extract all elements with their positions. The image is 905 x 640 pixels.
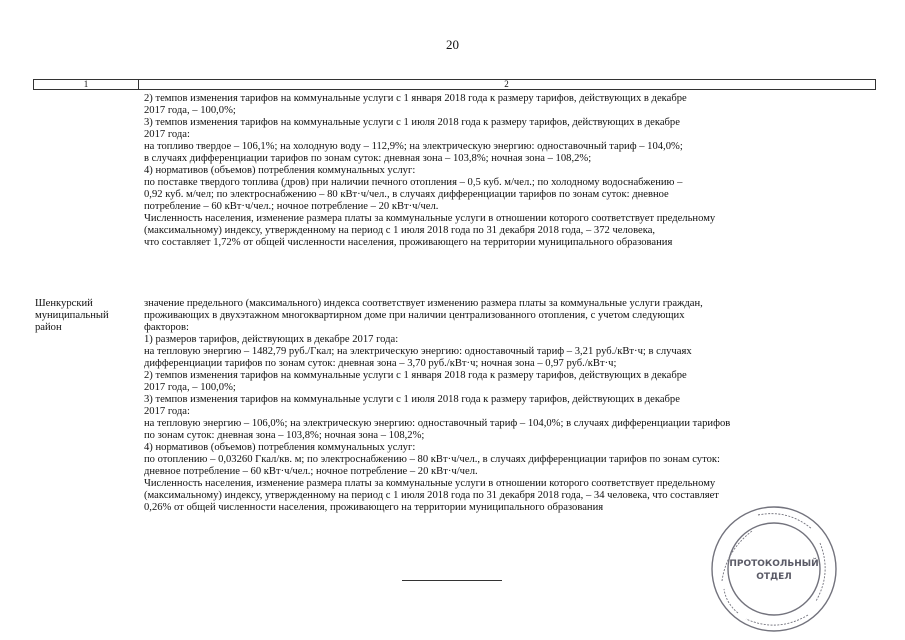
stamp-inner-ring xyxy=(728,523,820,615)
text-line: (максимальному) индексу, утвержденному на период с 1 июля 2018 года по 31 декабря 2018 года, – 372 человека, xyxy=(144,225,656,236)
stamp-label-line-2: ОТДЕЛ xyxy=(756,572,792,582)
text-line: 2017 года, – 100,0%; xyxy=(144,105,236,116)
district-name xyxy=(35,298,109,334)
text-line: 2017 года, – 100,0%; xyxy=(144,382,236,393)
text-line: по отоплению – 0,03260 Гкал/кв. м; по электроснабжению – 80 кВт·ч/чел., в случаях дифференциации тарифов по зонам суток: xyxy=(144,454,720,465)
text-line: что составляет 1,72% от общей численности населения, проживающего на территории муниципального образования xyxy=(144,237,673,248)
column-header-2: 2 xyxy=(504,79,509,89)
text-line: Численность населения, изменение размера платы за коммунальные услуги в отношении которого соответствует предельному xyxy=(144,478,716,489)
text-line: значение предельного (максимального) индекса соответствует изменению размера платы за коммунальные услуги граждан, xyxy=(144,298,703,309)
text-line: в случаях дифференциации тарифов по зонам суток: дневная зона – 103,8%; ночная зона – 108,2%; xyxy=(144,153,592,164)
text-line: (максимальному) индексу, утвержденному на период с 1 июля 2018 года по 31 декабря 2018 года, – 34 человека, что составляет xyxy=(144,490,719,501)
text-block-continuation xyxy=(144,93,715,249)
text-line: дифференциации тарифов по зонам суток: дневная зона – 3,70 руб./кВт·ч; ночная зона – 0,97 руб./кВт·ч; xyxy=(144,358,617,369)
column-header-1: 1 xyxy=(34,80,139,89)
text-line: на тепловую энергию – 106,0%; на электрическую энергию: одноставочный тариф – 104,0%; в случаях дифференциации тарифов xyxy=(144,418,731,429)
text-line: 2017 года: xyxy=(144,129,190,140)
text-line: по поставке твердого топлива (дров) при наличии печного отопления – 0,5 куб. м/чел.; по холодному водоснабжению – xyxy=(144,177,683,188)
district-name-line: район xyxy=(35,322,62,333)
table-column-header xyxy=(33,79,876,90)
stamp-ring-lettering xyxy=(722,514,825,626)
stamp-outer-ring xyxy=(712,507,836,631)
text-line: потребление – 60 кВт·ч/чел.; ночное потребление – 20 кВт·ч/чел. xyxy=(144,201,439,212)
district-name-line: муниципальный xyxy=(35,310,109,321)
text-line: дневное потребление – 60 кВт·ч/чел.; ночное потребление – 20 кВт·ч/чел. xyxy=(144,466,478,477)
text-line: 4) нормативов (объемов) потребления коммунальных услуг: xyxy=(144,165,416,176)
text-line: 3) темпов изменения тарифов на коммунальные услуги с 1 июля 2018 года к размеру тарифов, действующих в декабре xyxy=(144,394,680,405)
text-line: 2) темпов изменения тарифов на коммунальные услуги с 1 января 2018 года к размеру тарифов, действующих в декабре xyxy=(144,370,687,381)
text-line: 1) размеров тарифов, действующих в декабре 2017 года: xyxy=(144,334,399,345)
official-seal-stamp xyxy=(708,503,840,635)
text-block-shenkursky xyxy=(144,298,730,514)
text-line: 2017 года: xyxy=(144,406,190,417)
text-line: Численность населения, изменение размера платы за коммунальные услуги в отношении которого соответствует предельному xyxy=(144,213,716,224)
text-line: 2) темпов изменения тарифов на коммунальные услуги с 1 января 2018 года к размеру тарифов, действующих в декабре xyxy=(144,93,687,104)
text-line: 0,26% от общей численности населения, проживающего на территории муниципального образования xyxy=(144,502,604,513)
text-line: факторов: xyxy=(144,322,189,333)
text-line: по зонам суток: дневная зона – 103,8%; ночная зона – 108,2%; xyxy=(144,430,425,441)
text-line: на тепловую энергию – 1482,79 руб./Гкал; на электрическую энергию: одноставочный тариф – 3,21 руб./кВт·ч; в случаях xyxy=(144,346,692,357)
closing-rule xyxy=(402,580,502,581)
text-line: 3) темпов изменения тарифов на коммунальные услуги с 1 июля 2018 года к размеру тарифов, действующих в декабре xyxy=(144,117,680,128)
district-name-line: Шенкурский xyxy=(35,298,93,309)
text-line: на топливо твердое – 106,1%; на холодную воду – 112,9%; на электрическую энергию: одноставочный тариф – 104,0%; xyxy=(144,141,683,152)
page-number: 20 xyxy=(446,37,459,52)
text-line: 4) нормативов (объемов) потребления коммунальных услуг: xyxy=(144,442,416,453)
text-line: 0,92 куб. м/чел; по электроснабжению – 80 кВт·ч/чел., в случаях дифференциации тарифов по зонам суток: дневное xyxy=(144,189,669,200)
stamp-label-line-1: ПРОТОКОЛЬНЫЙ xyxy=(729,559,819,569)
text-line: проживающих в двухэтажном многоквартирном доме при наличии централизованного отопления, с учетом следующих xyxy=(144,310,685,321)
